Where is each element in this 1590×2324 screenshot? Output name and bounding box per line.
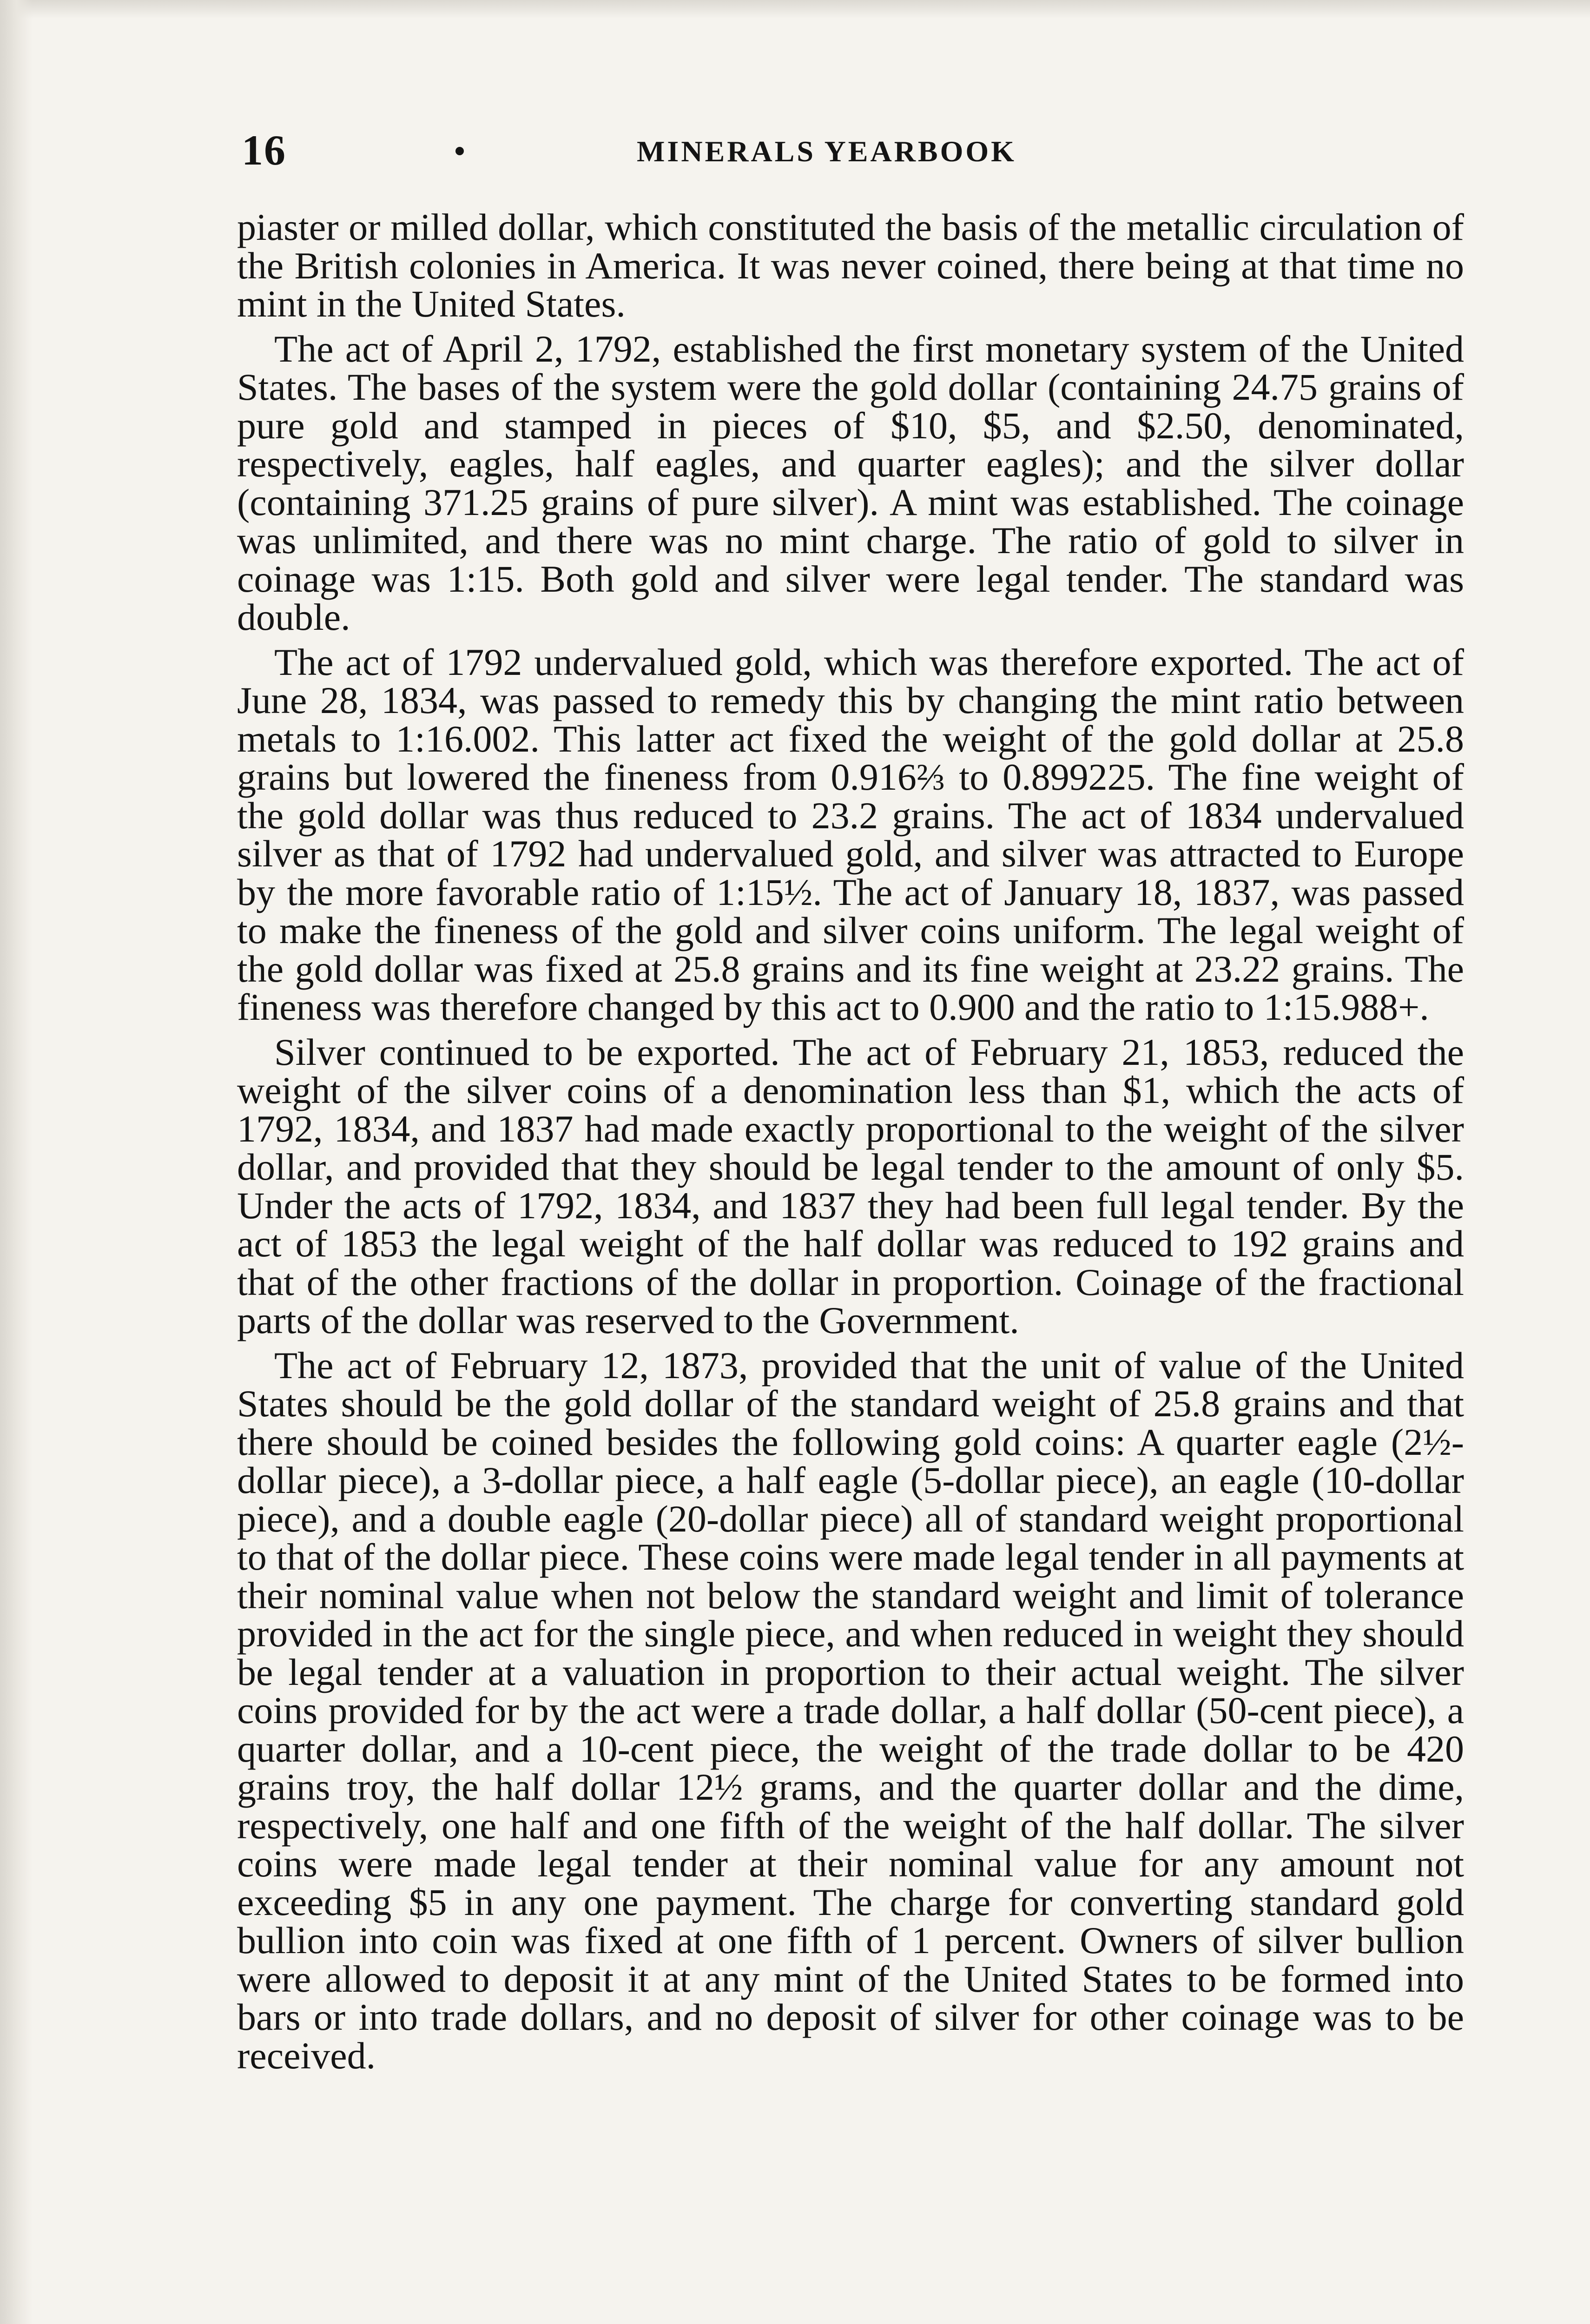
header-dot-mark bbox=[455, 147, 464, 155]
scan-edge-top bbox=[0, 0, 1590, 19]
page-number: 16 bbox=[242, 126, 286, 174]
running-head: MINERALS YEARBOOK bbox=[637, 135, 1016, 168]
paragraph-continuation: piaster or milled dollar, which constituted the basis of the metallic circulation of the British colonies in America. It was never coined, there being at that time no mint in the United States. bbox=[237, 206, 1464, 325]
page-header bbox=[242, 125, 1469, 176]
paragraph-act-of-1873: The act of February 12, 1873, provided that the unit of value of the United States should be the gold dollar of the standard weight of 25.8 grains and that there should be coined besides the following gold coins: A quarter eagle (2½-dollar piece), a 3-dollar piece, a half eagle (5-dollar piece), an eagle (10-dollar piece), and a double eagle (20-dollar piece) all of standard weight proportional to that of the dollar piece. These coins were made legal tender in all payments at their nominal value when not below the standard weight and limit of tolerance provided in the act for the single piece, and when reduced in weight they should be legal tender at a valuation in proportion to their actual weight. The silver coins provided for by the act were a trade dollar, a half dollar (50-cent piece), a quarter dollar, and a 10-cent piece, the weight of the trade dollar to be 420 grains troy, the half dollar 12½ grams, and the quarter dollar and the dime, respectively, one half and one fifth of the weight of the half dollar. The silver coins were made legal tender at their nominal value for any amount not exceeding $5 in any one payment. The charge for converting standard gold bullion into coin was fixed at one fifth of 1 percent. Owners of silver bullion were allowed to deposit it at any mint of the United States to be formed into bars or into trade dollars, and no deposit of silver for other coinage was to be received. bbox=[237, 1344, 1464, 2077]
paragraph-act-of-1792: The act of April 2, 1792, established the first monetary system of the United States. The bases of the system were the gold dollar (containing 24.75 grains of pure gold and stamped in pieces of $10, $5, and $2.50, denominated, respectively, eagles, half eagles, and quarter eagles); and the silver dollar (containing 371.25 grains of pure silver). A mint was established. The coinage was unlimited, and there was no mint charge. The ratio of gold to silver in coinage was 1:15. Both gold and silver were legal tender. The standard was double. bbox=[237, 327, 1464, 638]
paragraph-silver-exported: Silver continued to be exported. The act of February 21, 1853, reduced the weight of the silver coins of a denomination less than $1, which the acts of 1792, 1834, and 1837 had made exactly proportional to the weight of the silver dollar, and provided that they should be legal tender to the amount of only $5. Under the acts of 1792, 1834, and 1837 they had been full legal tender. By the act of 1853 the legal weight of the half dollar was reduced to 192 grains and that of the other fractions of the dollar in proportion. Coinage of the fractional parts of the dollar was reserved to the Government. bbox=[237, 1030, 1464, 1341]
scan-edge-left bbox=[0, 0, 33, 2324]
paragraph-gold-undervalued: The act of 1792 undervalued gold, which was therefore exported. The act of June 28, 1834, was passed to remedy this by changing the mint ratio between metals to 1:16.002. This latter act fixed the weight of the gold dollar at 25.8 grains but lowered the fineness from 0.916⅔ to 0.899225. The fine weight of the gold dollar was thus reduced to 23.2 grains. The act of 1834 undervalued silver as that of 1792 had undervalued gold, and silver was attracted to Europe by the more favorable ratio of 1:15½. The act of January 18, 1837, was passed to make the fineness of the gold and silver coins uniform. The legal weight of the gold dollar was fixed at 25.8 grains and its fine weight at 23.22 grains. The fineness was therefore changed by this act to 0.900 and the ratio to 1:15.988+. bbox=[237, 640, 1464, 1028]
body-text bbox=[237, 208, 1464, 2081]
